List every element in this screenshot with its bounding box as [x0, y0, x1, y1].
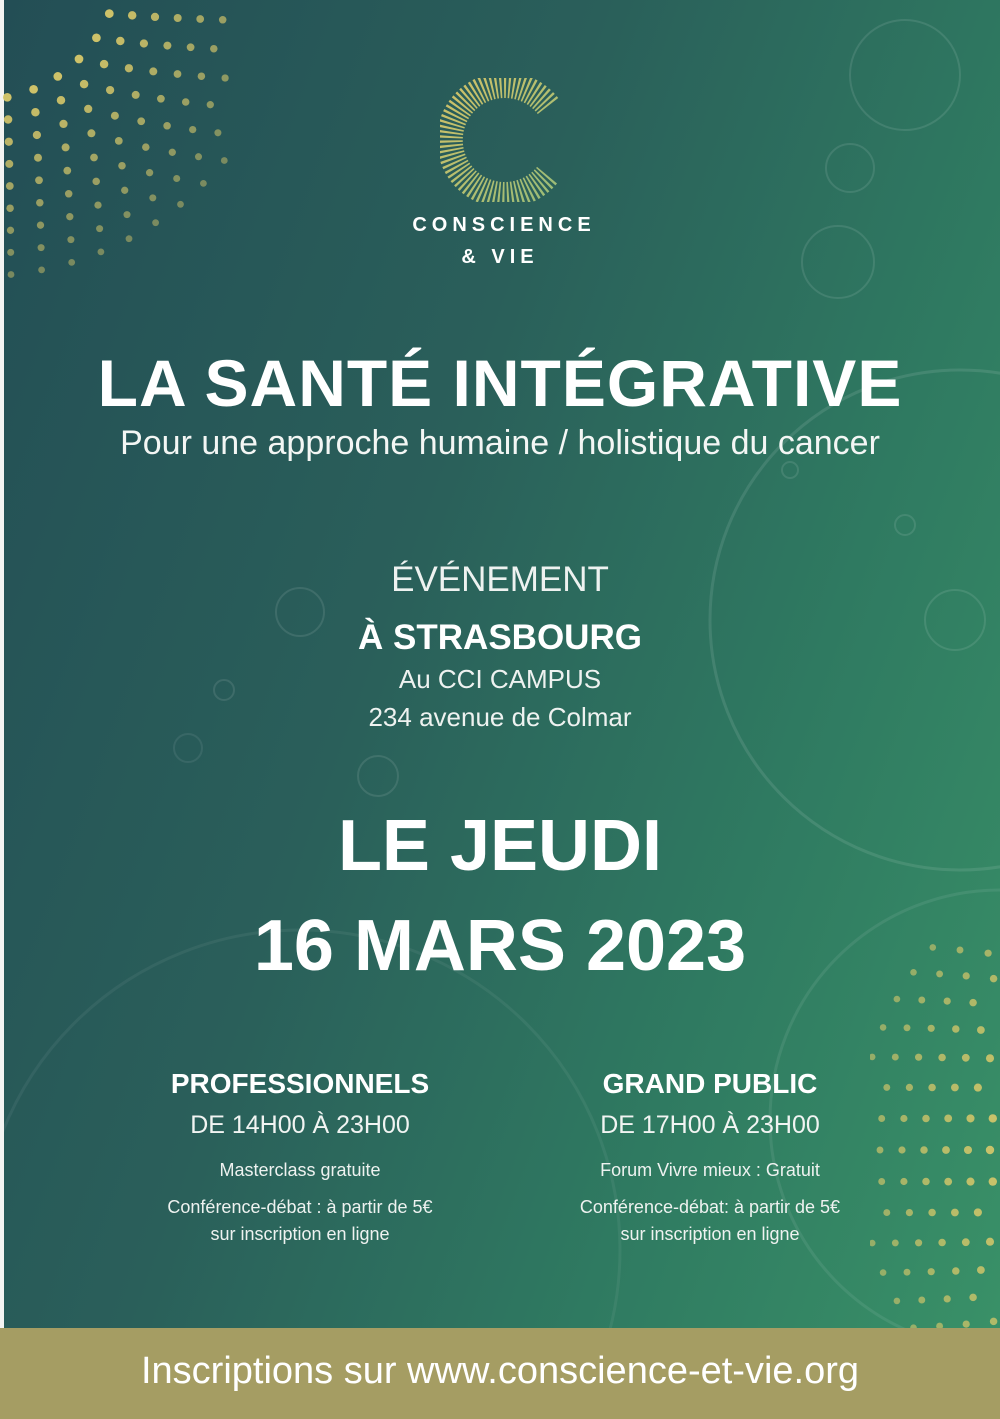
gold-dot [182, 98, 190, 106]
brand-name-line1: CONSCIENCE [412, 214, 596, 236]
gold-dot [196, 15, 204, 23]
gold-dot [962, 1238, 970, 1246]
gold-dot [880, 1269, 887, 1276]
gold-dot [918, 1297, 925, 1304]
gold-dot [952, 1025, 960, 1033]
gold-dot [106, 86, 114, 94]
gold-dot [880, 1024, 887, 1031]
gold-dot [118, 162, 126, 170]
gold-dot [94, 201, 101, 208]
gold-dot [928, 1209, 936, 1217]
gold-dot [80, 80, 88, 88]
gold-dot [892, 1054, 899, 1061]
gold-dot [966, 1178, 974, 1186]
event-day: LE JEUDI [337, 806, 663, 886]
audience-conference: Conférence-débat : à partir de 5€ [167, 1197, 433, 1217]
gold-dot [942, 1146, 950, 1154]
gold-dot [151, 13, 159, 21]
gold-dot [221, 157, 228, 164]
gold-dot [125, 64, 133, 72]
gold-dot [986, 1146, 994, 1154]
gold-dot [989, 1177, 997, 1185]
gold-dot [938, 1054, 946, 1062]
gold-dot [221, 74, 228, 81]
gold-dot [128, 11, 136, 19]
gold-dot [100, 60, 108, 68]
audience-professionals [100, 1068, 500, 1245]
gold-dot [8, 271, 15, 278]
gold-dot [121, 187, 128, 194]
page-title: LA SANTÉ INTÉGRATIVE [97, 346, 903, 420]
event-venue: Au CCI CAMPUS [398, 664, 602, 694]
gold-dot [944, 1178, 952, 1186]
gold-dot [116, 37, 124, 45]
gold-dot [974, 1208, 982, 1216]
audience-hours: DE 14H00 À 23H00 [190, 1111, 410, 1139]
gold-dot [962, 1054, 970, 1062]
gold-dot [111, 112, 119, 120]
gold-dot [210, 45, 218, 53]
gold-dot [75, 55, 84, 64]
gold-dot [189, 126, 196, 133]
gold-dot [4, 115, 12, 123]
gold-dot [67, 236, 74, 243]
gold-dot [174, 70, 182, 78]
gold-dot [870, 1054, 876, 1061]
gold-dot [977, 1026, 985, 1034]
gold-dot [187, 43, 195, 51]
gold-dot [169, 149, 176, 156]
event-label: ÉVÉNEMENT [391, 560, 609, 599]
gold-dot [6, 204, 14, 212]
gold-dot [964, 1146, 972, 1154]
gold-dot [3, 93, 12, 102]
gold-dot [219, 16, 227, 24]
gold-dot [951, 1084, 959, 1092]
gold-dot [115, 137, 123, 145]
page-subtitle: Pour une approche humaine / holistique du cancer [120, 424, 880, 462]
gold-dot [92, 33, 101, 42]
gold-dot [177, 201, 184, 208]
registration-banner [0, 1328, 1000, 1419]
gold-dot [5, 160, 13, 168]
gold-dot [963, 1321, 970, 1328]
gold-dot [928, 1084, 936, 1092]
gold-dot [157, 95, 165, 103]
event-date: 16 MARS 2023 [253, 906, 747, 986]
gold-dot [904, 1024, 911, 1031]
registration-link[interactable]: Inscriptions sur www.conscience-et-vie.org [140, 1350, 860, 1392]
gold-dot [163, 122, 171, 130]
gold-dot [87, 129, 95, 137]
brand-name-line2: & VIE [461, 246, 539, 268]
gold-dot [149, 194, 156, 201]
gold-dot [915, 1239, 922, 1246]
gold-dot [137, 117, 145, 125]
gold-dot [214, 129, 221, 136]
audience-title: GRAND PUBLIC [602, 1068, 818, 1099]
gold-dot [59, 120, 67, 128]
gold-dot [207, 101, 214, 108]
gold-dot [922, 1115, 930, 1123]
gold-dot [977, 1266, 985, 1274]
gold-dot [969, 999, 977, 1007]
gold-dot [974, 1084, 982, 1092]
gold-dot [149, 67, 157, 75]
gold-dot [65, 190, 73, 198]
gold-dot [986, 1238, 994, 1246]
gold-dot [140, 39, 148, 47]
audience-offer: Forum Vivre mieux : Gratuit [600, 1160, 820, 1180]
gold-dot [36, 199, 44, 207]
audience-registration: sur inscription en ligne [620, 1224, 800, 1244]
gold-dot [57, 96, 65, 104]
gold-dot [969, 1294, 977, 1302]
gold-dot [944, 1295, 951, 1302]
logo-c-icon [440, 78, 564, 202]
gold-dot [894, 996, 901, 1003]
gold-dot [92, 178, 100, 186]
gold-dot [989, 1114, 997, 1122]
gold-dot [894, 1298, 901, 1305]
gold-dot [146, 169, 153, 176]
gold-dot [198, 72, 206, 80]
gold-dot [944, 998, 951, 1005]
gold-dot [33, 131, 41, 139]
gold-dot [132, 91, 140, 99]
gold-dot [951, 1209, 959, 1217]
gold-dot [31, 108, 39, 116]
event-city: À STRASBOURG [358, 618, 642, 657]
gold-dot [62, 143, 70, 151]
gold-dot [53, 72, 62, 81]
audience-title: PROFESSIONNELS [170, 1068, 430, 1099]
gold-dot [200, 180, 207, 187]
gold-dot [920, 1146, 928, 1154]
gold-dot [35, 176, 43, 184]
gold-dot [5, 138, 13, 146]
event-address: 234 avenue de Colmar [368, 702, 632, 732]
gold-dot [195, 153, 202, 160]
gold-dot [966, 1114, 974, 1122]
gold-dot [944, 1115, 952, 1123]
gold-dot [990, 1318, 998, 1326]
gold-dot [938, 1239, 946, 1247]
audience-registration: sur inscription en ligne [210, 1224, 390, 1244]
gold-dot [34, 154, 42, 162]
gold-dot [928, 1025, 935, 1032]
gold-dot [84, 105, 92, 113]
gold-dot [928, 1268, 935, 1275]
gold-dot [173, 175, 180, 182]
gold-dot [952, 1267, 960, 1275]
gold-dot [6, 182, 14, 190]
audience-general-public [510, 1068, 910, 1245]
gold-dot [63, 167, 71, 175]
gold-dot [922, 1178, 930, 1186]
gold-dot [915, 1054, 922, 1061]
audience-offer: Masterclass gratuite [219, 1160, 381, 1180]
gold-dot [904, 1269, 911, 1276]
gold-dots-decoration-top-left [0, 0, 230, 280]
gold-dot [90, 154, 98, 162]
audience-conference: Conférence-débat: à partir de 5€ [579, 1197, 841, 1217]
gold-dot [142, 143, 150, 151]
audience-hours: DE 17H00 À 23H00 [600, 1111, 820, 1139]
gold-dot [29, 85, 38, 94]
gold-dot [163, 42, 171, 50]
gold-dot [174, 14, 182, 22]
gold-dot [105, 9, 114, 18]
gold-dot [986, 1054, 994, 1062]
gold-dot [918, 997, 925, 1004]
